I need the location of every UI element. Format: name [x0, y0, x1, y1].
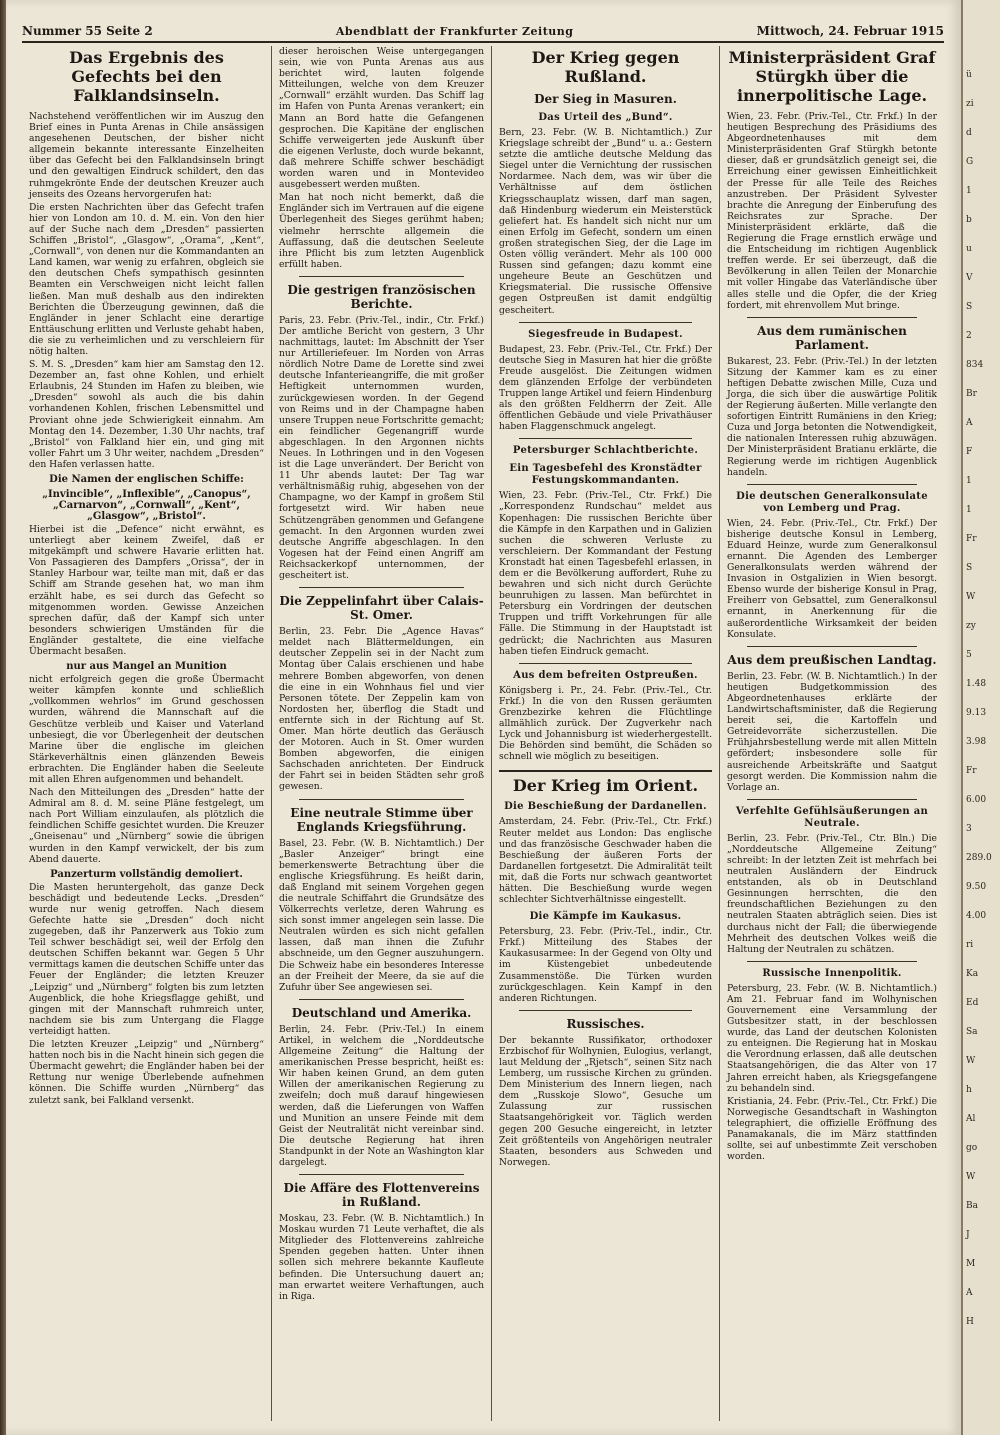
article-title: Aus dem rumänischen Parlament. [757, 323, 907, 352]
adjacent-page-fragment: W [966, 592, 976, 602]
subheading: Verfehlte Gefühlsäußerungen an Neutrale. [735, 805, 929, 829]
article-paragraph: Bern, 23. Febr. (W. B. Nichtamtlich.) Zur Kriegslage schreibt der „Bund“ u. a.: Gestern setzte die amtliche deutsche Meldung das Siegel unter die Vernichtung der russischen Nordarmee. Nach dem, was wir über die Verhältnisse auf dem östlichen Kriegsschauplatz wissen, darf man sagen, daß Hindenburg wiederum ein Meisterstück geliefert hat. Es handelt sich nicht nur um einen Erfolg im Gefecht, sondern um einen großen strategischen Sieg, der die Lage im Osten völlig verändert. Mehr als 100 000 Russen sind gefangen; dazu kommt eine ungeheure Beute an Geschützen und Kriegsmaterial. Die russische Offensive gegen Ostpreußen ist damit endgültig gescheitert. [499, 127, 712, 316]
adjacent-page-fragment: S [966, 302, 973, 312]
column-3 [492, 46, 720, 1421]
adjacent-page-fragment: J [966, 1230, 970, 1240]
adjacent-page-fragment: zi [966, 99, 974, 109]
article-paragraph: Nachstehend veröffentlichen wir im Auszug den Brief eines in Punta Arenas in Chile ansässigen angesehenen Deutschen, der bisher nicht allgemein bekannte interessante Einzelheiten über das Gefecht bei den Falklandsinseln bringt und den gewaltigen Eindruck schildert, den das ruhmgekrönte Ende der deutschen Kreuzer auch jenseits des Ozeans hervorgerufen hat: [29, 111, 264, 200]
subheading: Die Kämpfe im Kaukasus. [529, 911, 682, 923]
section-title: Der Krieg im Orient. [512, 776, 699, 796]
article-title: Das Ergebnis des Gefechts bei den Falklandsinseln. [69, 48, 224, 105]
article-paragraph: Berlin, 23. Febr. Die „Agence Havas“ meldet nach Blättermeldungen, ein deutscher Zeppelin sei in der Nacht zum Montag über Calais erschienen und habe mehrere Bomben abgeworfen, von denen die eine in ein Wohnhaus fiel und vier Personen tötete. Der Zeppelin kam von Nordosten her, überflog die Stadt und entfernte sich in der Richtung auf St. Omer. Man hörte deutlich das Geräusch der Motoren. Auch in St. Omer wurden Bomben abgeworfen, die einigen Sachschaden anrichteten. Der Eindruck der Fahrt sei in beiden Städten sehr groß gewesen. [279, 626, 484, 793]
adjacent-page-fragment: 834 [966, 360, 984, 370]
article-paragraph: Bukarest, 23. Febr. (Priv.-Tel.) In der letzten Sitzung der Kammer kam es zu einer heftigen Debatte zwischen Mille, Cuza und Jorga, die sich über die auswärtige Politik der Regierung äußerten. Mille verlangte den sofortigen Eintritt Rumäniens in den Krieg; Cuza und Jorga betonten die Notwendigkeit, die nationalen Interessen ruhig abzuwägen. Der Ministerpräsident Bratianu erklärte, die Regierung werde im richtigen Augenblick handeln. [727, 355, 937, 478]
subheading: Die Namen der englischen Schiffe: [49, 474, 244, 485]
article-paragraph: Petersburg, 23. Febr. (W. B. Nichtamtlich.) Am 21. Februar fand im Wolhynischen Gouvernement eine Versammlung der Gutsbesitzer statt, in der beschlossen wurde, das Land der deutschen Kolonisten zu enteignen. Die Regierung hat in Moskau die Verordnung erlassen, daß alle deutschen Staatsangehörigen, die das Alter von 17 Jahren erreicht haben, als Kriegsgefangene zu behandeln sind. [727, 982, 937, 1094]
divider [299, 276, 464, 277]
adjacent-page-fragment: ri [966, 940, 974, 950]
adjacent-page-fragment: V [966, 273, 973, 283]
adjacent-page-fragment: A [966, 418, 973, 428]
article-paragraph: Königsberg i. Pr., 24. Febr. (Priv.-Tel., Ctr. Frkf.) In die von den Russen geräumten Grenzbezirke kehren die Flüchtlinge allmählich zurück. Der Zugverkehr nach Lyck und Johannisburg ist wiederhergestellt. Die Behörden sind bemüht, die Schäden so schnell wie möglich zu beseitigen. [499, 684, 712, 763]
article-title: Deutschland und Amerika. [291, 1005, 472, 1020]
adjacent-page-fragment: Ba [966, 1201, 978, 1211]
article-paragraph: Die ersten Nachrichten über das Gefecht trafen hier von London am 10. d. M. ein. Von den hier auf der Suche nach dem „Dresden“ passierten Schiffen „Bristol“, „Glasgow“, „Orama“, „Kent“, „Cornwall“, von denen nur die Kommandanten an Land kamen, war wenig zu erfahren, obgleich sie den deutschen Chefs sympathisch gesinnten Beamten ein Verschweigen nicht leicht fallen ließen. Man muß deshalb aus den indirekten Berichten die Überzeugung gewinnen, daß die Engländer in jener Schlacht eine derartige Enttäuschung erlitten und Verluste gehabt haben, die sie zu verheimlichen und zu verschleiern für nötig halten. [29, 201, 264, 357]
adjacent-page-fragment: d [966, 128, 972, 138]
article-title: Russisches. [566, 1016, 645, 1031]
article-paragraph: nicht erfolgreich gegen die große Übermacht weiter kämpfen konnte und schließlich „vollkommen wehrlos“ im Grund geschossen wurden, während die Mannschaft auf die Geschütze verbleib und Kaiser und Vaterland unbesiegt, die vor Überlegenheit der deutschen Marine über die englische im gleichen Stärkeverhältnis einen glänzenden Beweis erbrachten. Die Engländer haben die Seeleute mit allen Ehren aufgenommen und behandelt. [29, 674, 264, 785]
adjacent-page-fragment: 9.50 [966, 882, 987, 892]
divider [747, 646, 917, 647]
adjacent-page-fragment: Fr [966, 534, 977, 544]
article-paragraph: Wien, 23. Febr. (Priv.-Tel., Ctr. Frkf.) In der heutigen Besprechung des Präsidiums des Abgeordnetenhauses mit dem Ministerpräsidenten Graf Stürgkh betonte dieser, daß er grundsätzlich geneigt sei, die Erreichung einer gewissen Einheitlichkeit der Presse für alle Teile des Reiches anzustreben. Der Präsident Sylvester brachte die Anregung der Einberufung des Reichsrates zur Sprache. Der Ministerpräsident erklärte, daß die Regierung die Frage ernstlich erwäge und die Entscheidung im richtigen Augenblick treffen werde. Er sei überzeugt, daß die Bevölkerung in allen Teilen der Monarchie mit voller Hingabe das Vaterländische über alles stelle und die Opfer, die der Krieg fordert, mit ehrenvollem Mut bringe. [727, 111, 937, 311]
newspaper-name: Abendblatt der Frankfurter Zeitung [335, 25, 574, 38]
article-paragraph: Paris, 23. Febr. (Priv.-Tel., indir., Ctr. Frkf.) Der amtliche Bericht von gestern, 3 Uhr nachmittags, lautet: Im Abschnitt der Yser nur Artilleriefeuer. Im Norden von Arras nördlich Notre Dame de Lorette sind zwei deutsche Infanterieangriffe, die mit großer Heftigkeit unternommen wurden, zurückgewiesen worden. In der Gegend von Reims und in der Champagne haben unsere Truppen neue Fortschritte gemacht; ein feindlicher Gegenangriff wurde abgeschlagen. In den Argonnen nichts Neues. In Lothringen und in den Vogesen ist die Lage unverändert. Der Bericht von 11 Uhr abends lautet: Der Tag war verhältnismäßig ruhig, abgesehen von der Champagne, wo der Kampf in großem Stil fortgesetzt wird. Wir haben neue Schützengräben genommen und Gefangene gemacht. In den Argonnen wurden zwei deutsche Angriffe abgeschlagen. In den Vogesen hat der Feind einen Angriff am Reichsackerkopf unternommen, der gescheitert ist. [279, 314, 484, 582]
subheading: Die Beschießung der Dardanellen. [504, 801, 707, 813]
subheading: Aus dem befreiten Ostpreußen. [513, 669, 698, 681]
article-title: Ministerpräsident Graf Stürgkh über die innerpolitische Lage. [728, 48, 936, 105]
subheading: Siegesfreude in Budapest. [528, 328, 683, 340]
adjacent-page-fragment: 289.0 [966, 853, 992, 863]
article-paragraph: Nach den Mitteilungen des „Dresden“ hatte der Admiral am 8. d. M. seine Pläne festgelegt, um nach Port William einzulaufen, als plötzlich die feindlichen Schiffe gesichtet wurden. Die Kreuzer „Gneisenau“ und „Nürnberg“ sowie die übrigen wurden in den Kampf verwickelt, der bis zum Abend dauerte. [29, 787, 264, 865]
divider [747, 317, 917, 318]
adjacent-page-fragment: 3 [966, 824, 972, 834]
article-title: Die Affäre des Flottenvereins in Rußland. [283, 1181, 480, 1210]
article-paragraph: Berlin, 23. Febr. (W. B. Nichtamtlich.) In der heutigen Budgetkommission des Abgeordnetenhauses erklärte der Landwirtschaftsminister, daß die Regierung bereit sei, die Kartoffeln und Getreidevorräte sicherzustellen. Die Frühjahrsbestellung werde mit allen Mitteln gefördert; insbesondere solle für ausreichende Arbeitskräfte und Saatgut gesorgt werden. Die Kommission nahm die Vorlage an. [727, 670, 937, 793]
article-title: Der Sieg in Masuren. [534, 92, 677, 106]
column-grid [22, 46, 944, 1421]
adjacent-page-fragment: 6.00 [966, 795, 987, 805]
section-divider [499, 770, 712, 772]
adjacent-page-fragment: 1 [966, 476, 972, 486]
article-paragraph: Amsterdam, 24. Febr. (Priv.-Tel., Ctr. Frkf.) Reuter meldet aus London: Das englische und das französische Geschwader haben die Beschießung der äußeren Forts der Dardanellen fortgesetzt. Die Admiralität teilt mit, daß die Forts nur schwach geantwortet hätten. Die Beschießung wurde wegen schlechter Sichtverhältnisse eingestellt. [499, 816, 712, 906]
page-header [22, 10, 944, 43]
column-1 [22, 46, 272, 1421]
article-paragraph: Budapest, 23. Febr. (Priv.-Tel., Ctr. Frkf.) Der deutsche Sieg in Masuren hat hier die größte Freude ausgelöst. Die Zeitungen widmen dem glänzenden Erfolge der verbündeten Truppen lange Artikel und feiern Hindenburg als den größten Feldherrn der Zeit. Alle öffentlichen Gebäude und viele Privathäuser haben Flaggenschmuck angelegt. [499, 343, 712, 433]
article-title: Eine neutrale Stimme über Englands Kriegsführung. [290, 805, 473, 834]
adjacent-page-fragment: 4.00 [966, 911, 987, 921]
divider [299, 999, 464, 1000]
article-title: Die gestrigen französischen Berichte. [287, 282, 476, 311]
adjacent-page-fragment: Ed [966, 998, 979, 1008]
article-paragraph: Berlin, 24. Febr. (Priv.-Tel.) In einem Artikel, in welchem die „Norddeutsche Allgemeine Zeitung“ die Haltung der amerikanischen Presse bespricht, heißt es: Wir haben keinen Grund, an dem guten Willen der amerikanischen Regierung zu zweifeln; doch muß darauf hingewiesen werden, daß die Lieferungen von Waffen und Munition an unsere Feinde mit dem Geist der Neutralität nicht vereinbar sind. Die deutsche Regierung hat ihren Standpunkt in der Note an Washington klar dargelegt. [279, 1023, 484, 1168]
adjacent-page-fragment: W [966, 1172, 976, 1182]
subheading: Die deutschen Generalkonsulate von Lemberg und Prag. [736, 490, 928, 514]
adjacent-page-fragment: b [966, 215, 972, 225]
divider [519, 438, 692, 439]
adjacent-page-fragment: G [966, 157, 974, 167]
ship-list: „Invincible“, „Inflexible“, „Canopus“, „Carnarvon“, „Cornwall“, „Kent“, „Glasgow“, „Bristol“. [42, 489, 251, 522]
page-number: Nummer 55 Seite 2 [22, 24, 153, 38]
divider [519, 1010, 692, 1011]
adjacent-page-edge [961, 0, 1000, 1435]
divider [519, 663, 692, 664]
adjacent-page-fragment: Fr [966, 766, 977, 776]
article-paragraph: Die letzten Kreuzer „Leipzig“ und „Nürnberg“ hatten noch bis in die Nacht hinein sich gegen die Übermacht gewehrt; die Engländer haben bei der Rettung nur wenige Überlebende aufnehmen können. Die Schiffe wurden „Nürnberg“ das zuletzt sank, bei Falkland versenkt. [29, 1039, 264, 1106]
divider [299, 1174, 464, 1175]
subheading: Petersburger Schlachtberichte. [512, 445, 699, 457]
subheading: Russische Innenpolitik. [762, 967, 902, 979]
adjacent-page-fragment: S [966, 563, 973, 573]
adjacent-page-fragment: F [966, 447, 973, 457]
divider [519, 322, 692, 323]
adjacent-page-fragment: M [966, 1259, 976, 1269]
article-paragraph: Petersburg, 23. Febr. (Priv.-Tel., indir., Ctr. Frkf.) Mitteilung des Stabes der Kaukasusarmee: In der Gegend von Olty und im Küstengebiet unbedeutende Zusammenstöße. Die Türken wurden zurückgeschlagen. Kein Kampf in den anderen Richtungen. [499, 926, 712, 1004]
section-title: Der Krieg gegen Rußland. [531, 48, 680, 86]
adjacent-page-fragment: go [966, 1143, 978, 1153]
adjacent-page-fragment: Ka [966, 969, 979, 979]
adjacent-page-fragment: Sa [966, 1027, 978, 1037]
adjacent-page-fragment: 5 [966, 650, 972, 660]
adjacent-page-fragment: 1.48 [966, 679, 987, 689]
column-2 [272, 46, 492, 1421]
issue-date: Mittwoch, 24. Februar 1915 [756, 24, 944, 38]
divider [299, 799, 464, 800]
subheading: Panzerturm vollständig demoliert. [50, 868, 243, 880]
adjacent-page-fragment: A [966, 1288, 973, 1298]
divider [747, 799, 917, 800]
article-paragraph: Moskau, 23. Febr. (W. B. Nichtamtlich.) In Moskau wurden 71 Leute verhaftet, die als Mitglieder des Flottenvereins zahlreiche Spenden gegeben hatten. Unter ihnen sollen sich mehrere bekannte Kaufleute befinden. Die Untersuchung dauert an; man erwartet weitere Verhaftungen, auch in Riga. [279, 1213, 484, 1302]
article-paragraph: Berlin, 23. Febr. (Priv.-Tel., Ctr. Bln.) Die „Norddeutsche Allgemeine Zeitung“ schreibt: In der letzten Zeit ist mehrfach bei neutralen Ausländern der Eindruck entstanden, als ob in Deutschland Gesinnungen herrschten, die den freundschaftlichen Beziehungen zu den neutralen Staaten abträglich seien. Dies ist durchaus nicht der Fall; die überwiegende Mehrheit des deutschen Volkes weiß die Haltung der Neutralen zu schätzen. [727, 832, 937, 955]
adjacent-page-fragment: 1 [966, 186, 972, 196]
adjacent-page-fragment: 1 [966, 505, 972, 515]
adjacent-page-fragment: zy [966, 621, 976, 631]
article-paragraph: dieser heroischen Weise untergegangen sein, wie von Punta Arenas aus aus berichtet wird, lauten folgende Mitteilungen, welche von dem Kreuzer „Cornwall“ erzählt wurden. Das Schiff lag im Hafen von Punta Arenas verankert; ein Mann an Bord hatte die Gefangenen gesprochen. Die Kapitäne der englischen Schiffe verweigerten jede Auskunft über die eigenen Verluste, doch wurde bekannt, daß mehrere Schiffe schwer beschädigt worden waren und in Montevideo ausgebessert werden mußten. [279, 46, 484, 191]
adjacent-page-fragment: Br [966, 389, 977, 399]
article-paragraph: Kristiania, 24. Febr. (Priv.-Tel., Ctr. Frkf.) Die Norwegische Gesandtschaft in Washington telegraphiert, die offizielle Eröffnung des Panamakanals, die im März stattfinden sollte, sei auf unbestimmte Zeit verschoben worden. [727, 1095, 937, 1163]
article-paragraph: Hierbei ist die „Defence“ nicht erwähnt, es unterliegt aber keinem Zweifel, daß er mitgekämpft und schwere Havarie erlitten hat. Von Passagieren des Dampfers „Orissa“, der in Stanley Harbour war, teilte man mit, daß er das Schiff am Strande gesehen hat, wo man ihm erzählt habe, es sei durch das Gefecht so mitgenommen worden. Gewisse Anzeichen sprechen dafür, daß der Kampf sich unter besonders schwierigen Umständen für die Engländer gestaltete, die eine vielfache Übermacht besaßen. [29, 524, 264, 658]
adjacent-page-fragment: 3.98 [966, 737, 987, 747]
divider [747, 961, 917, 962]
adjacent-page-fragment: ü [966, 70, 972, 80]
subheading: nur aus Mangel an Munition [66, 661, 227, 673]
article-paragraph: S. M. S. „Dresden“ kam hier am Samstag den 12. Dezember an, fast ohne Kohlen, und erhielt Erlaubnis, 24 Stunden im Hafen zu bleiben, wie „Dresden“ sowohl als auch die bis dahin vorhandenen Kohlen, frischen Lebensmittel und Proviant ohne jede Schwierigkeit einnahm. Am Montag den 14. Dezember, 1.30 Uhr nachts, traf „Bristol“ von Falkland hier ein, und ging mit voller Fahrt um 3 Uhr weiter, nachdem „Dresden“ den Hafen verlassen hatte. [29, 359, 264, 470]
adjacent-page-fragment: H [966, 1317, 974, 1327]
adjacent-page-fragment: Al [966, 1114, 976, 1124]
article-title: Aus dem preußischen Landtag. [727, 652, 937, 667]
subheading: Das Urteil des „Bund“. [538, 112, 673, 123]
article-paragraph: Wien, 24. Febr. (Priv.-Tel., Ctr. Frkf.) Der bisherige deutsche Konsul in Lemberg, Eduard Heinze, wurde zum Generalkonsul ernannt. Die Agenden des Lemberger Generalkonsulats werden während der Invasion in Ostgalizien in Wien besorgt. Ebenso wurde der bisherige Konsul in Prag, Freiherr von Gebsattel, zum Generalkonsul ernannt, in Anerkennung für die außerordentliche Wirksamkeit der beiden Konsulate. [727, 517, 937, 640]
adjacent-page-fragment: W [966, 1056, 976, 1066]
column-4 [720, 46, 944, 1421]
article-paragraph: Die Masten heruntergeholt, das ganze Deck beschädigt und bedeutende Lecks. „Dresden“ wurde nur wenig getroffen. Nach diesem Gefechte hatte sie „Dresden“ doch nicht zugegeben, daß ihr Panzerwerk aus Tokio zum Teil schwer beschädigt sei, weil der Erfolg den deutschen Schiffen bekannt war. Gegen 5 Uhr vermittags kamen die deutschen Schiffe unter das Feuer der Engländer; die letzten Kreuzer „Leipzig“ und „Nürnberg“ folgten bis zum letzten Augenblick, die hohe Kriegsflagge gehißt, und gingen mit der Mannschaft ruhmreich unter, nachdem sie bis zum Untergang die Flagge verteidigt hatten. [29, 881, 264, 1037]
divider [747, 484, 917, 485]
article-paragraph: Der bekannte Russifikator, orthodoxer Erzbischof für Wolhynien, Eulogius, verlangt, laut Meldung der „Rjetsch“, seinen Sitz nach Lemberg, um russische Kirchen zu gründen. Dem Ministerium des Innern liegen, nach dem „Russkoje Slowo“, Gesuche um Zulassung zur russischen Staatsangehörigkeit vor. Täglich werden gegen 200 Gesuche eingereicht, in letzter Zeit größtenteils von Angehörigen neutraler Staaten, besonders aus Schweden und Norwegen. [499, 1034, 712, 1168]
divider [299, 587, 464, 588]
adjacent-page-fragment: 9.13 [966, 708, 987, 718]
adjacent-page-fragment: 2 [966, 331, 972, 341]
article-paragraph: Basel, 23. Febr. (W. B. Nichtamtlich.) Der „Basler Anzeiger“ bringt eine bemerkenswerte Betrachtung über die englische Kriegsführung. Es heißt darin, daß England mit seinem Vorgehen gegen die neutrale Schiffahrt die Grundsätze des Völkerrechts verletze, deren Wahrung es sich sonst immer angelegen sein lasse. Die Neutralen würden es sich nicht gefallen lassen, daß man ihnen die Zufuhr abschneide, um den Gegner auszuhungern. Die Schweiz habe ein besonderes Interesse an der Freiheit der Meere, da sie auf die Zufuhr über See angewiesen sei. [279, 837, 484, 993]
adjacent-page-fragment: h [966, 1085, 972, 1095]
article-title: Die Zeppelinfahrt über Calais-St. Omer. [279, 594, 484, 623]
adjacent-page-fragment: u [966, 244, 972, 254]
subheading: Ein Tagesbefehl des Kronstädter Festungskommandanten. [509, 463, 702, 487]
article-paragraph: Wien, 23. Febr. (Priv.-Tel., Ctr. Frkf.) Die „Korrespondenz Rundschau“ meldet aus Kopenhagen: Die russischen Berichte über die Kämpfe in den Karpathen und in Galizien suchen die schweren Verluste zu verschleiern. Der Kommandant der Festung Kronstadt hat einen Tagesbefehl erlassen, in dem er die Bevölkerung auffordert, Ruhe zu bewahren und sich nicht durch Gerüchte beunruhigen zu lassen. Man befürchtet in Petersburg ein Vordringen der deutschen Truppen und trifft Vorkehrungen für alle Fälle. Die Stimmung in der Hauptstadt ist gedrückt; die Nachrichten aus Masuren haben tiefen Eindruck gemacht. [499, 490, 712, 657]
article-paragraph: Man hat noch nicht bemerkt, daß die Engländer sich im Vertrauen auf die eigene Überlegenheit des Sieges gerühmt haben; vielmehr herrschte allgemein die Auffassung, daß die deutschen Seeleute ihre Pflicht bis zum letzten Augenblick erfüllt haben. [279, 192, 484, 270]
